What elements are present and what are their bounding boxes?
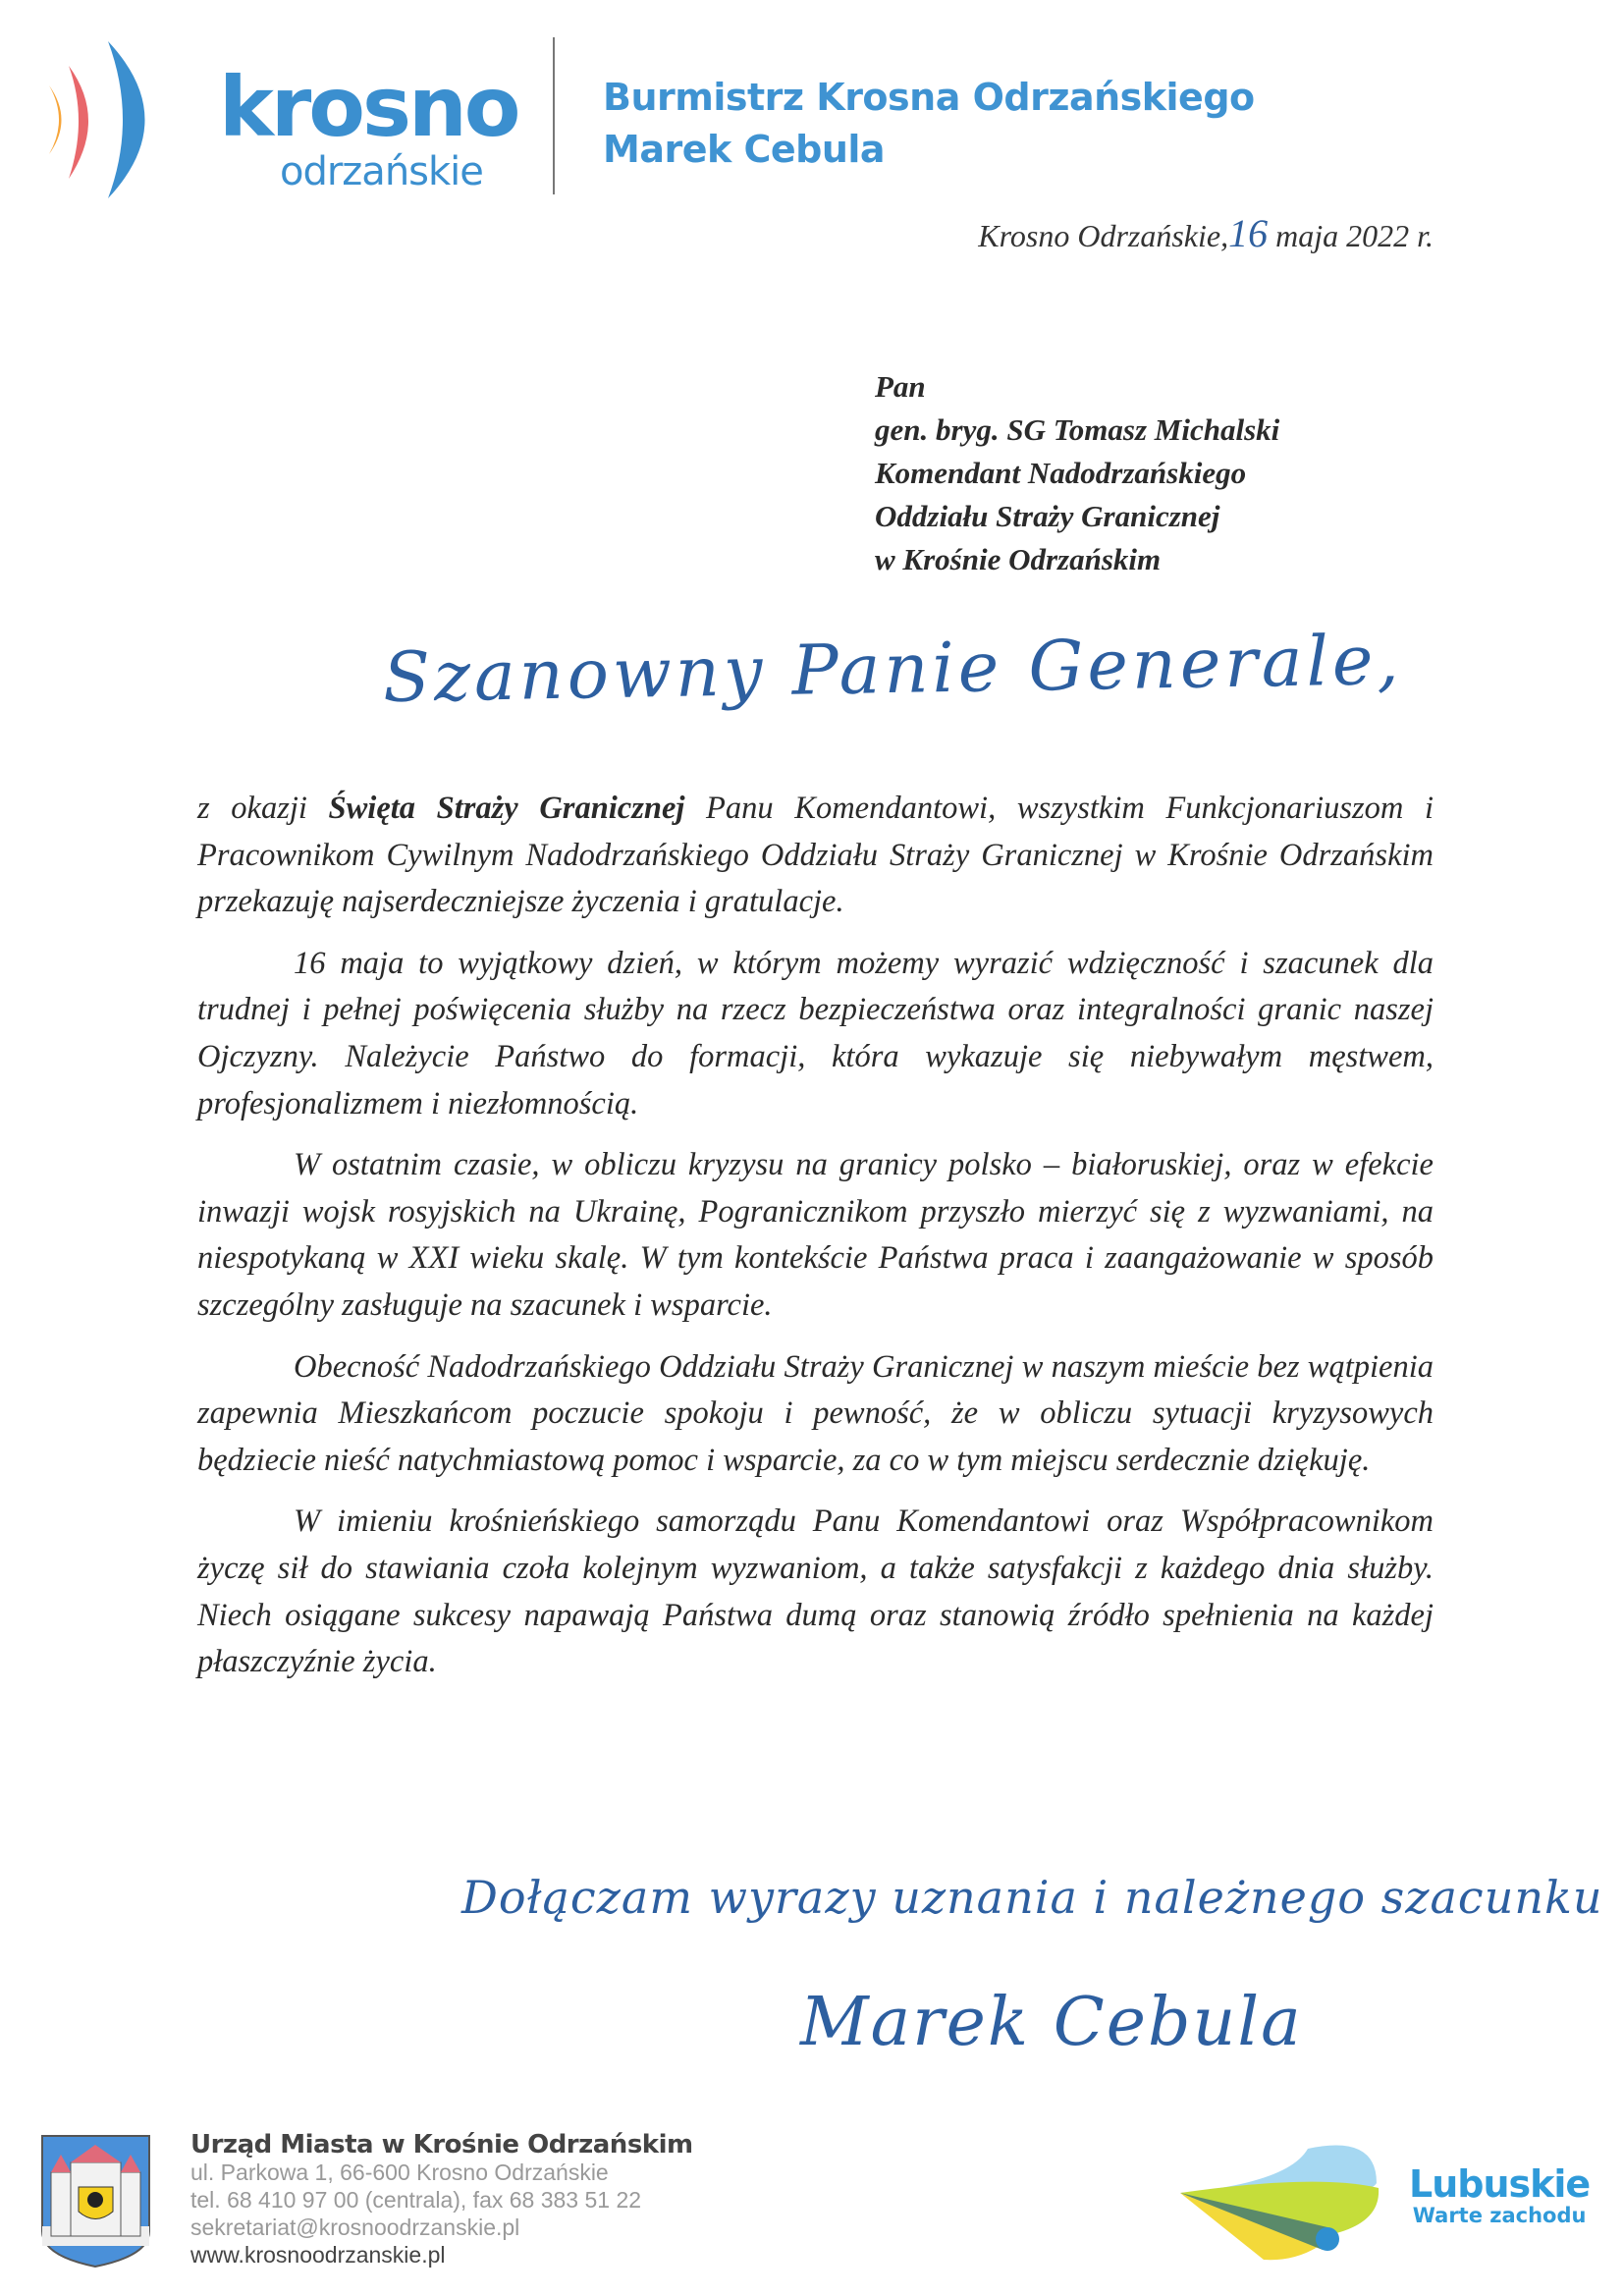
date-day: 16 xyxy=(1228,211,1269,255)
header-divider xyxy=(553,37,555,194)
recipient-line: w Krośnie Odrzańskim xyxy=(875,542,1162,576)
lubuskie-brand xyxy=(1409,2162,1591,2229)
text: Panu Komendantowi, wszystkim Funkcjonariuszom i Pracownikom Cywilnym Nadodrzańskiego Oddziału Straży Granicznej w Krośnie Odrzańskim przekazuję najserdeczniejsze życzenia i gratulacje. xyxy=(197,791,1434,920)
paragraph: W ostatnim czasie, w obliczu kryzysu na granicy polsko – białoruskiej, oraz w efekcie inwazji wojsk rosyjskich na Ukrainę, Pogranicznikom przyszło mierzyć się z wyzwaniami, na niespotykaną w XXI wieku skalę. W tym kontekście Państwa praca i zaangażowanie w sposób szczególny zasługuje na szacunek i wsparcie. xyxy=(197,1147,1434,1323)
chevron-logo-icon xyxy=(44,36,221,203)
letter-date xyxy=(978,210,1434,256)
recipient-block xyxy=(875,365,1279,581)
date-rest: maja 2022 r. xyxy=(1268,218,1434,253)
paragraph: W imieniu krośnieńskiego samorządu Panu Komendantowi oraz Współpracownikom życzę sił do stawiania czoła kolejnym wyzwaniom, a także satysfakcji z każdego dnia służby. Niech osiągane sukcesy napawają Państwa dumą oraz stanowią źródło spełnienia na każdej płaszczyźnie życia. xyxy=(197,1503,1434,1680)
footer-org: Urząd Miasta w Krośnie Odrzańskim xyxy=(190,2130,693,2159)
krosno-logo xyxy=(44,36,518,203)
paragraph: 16 maja to wyjątkowy dzień, w którym możemy wyrazić wdzięczność i szacunek dla trudnej i pełnej poświęcenia służby na rzecz bezpieczeństwa oraz integralności granic naszej Ojczyzny. Należycie Państwo do formacji, która wykazuje się niebywałym męstwem, profesjonalizmem i niezłomnością. xyxy=(197,945,1434,1121)
footer-phone: tel. 68 410 97 00 (centrala), fax 68 383 51 22 xyxy=(190,2187,642,2213)
lubuskie-logo-icon xyxy=(1170,2144,1386,2267)
header-name: Marek Cebula xyxy=(603,128,886,171)
coat-of-arms-icon xyxy=(39,2133,152,2269)
recipient-line: Pan xyxy=(875,369,926,404)
recipient-line: gen. bryg. SG Tomasz Michalski xyxy=(875,412,1280,447)
recipient-line: Oddziału Straży Granicznej xyxy=(875,499,1220,533)
logo-word-odrzanskie: odrzańskie xyxy=(280,149,483,194)
lubuskie-slogan: Warte zachodu xyxy=(1412,2204,1587,2227)
signature: Marek Cebula xyxy=(800,1984,1303,2061)
handwritten-salutation: Szanowny Panie Generale, xyxy=(382,619,1404,719)
recipient-line: Komendant Nadodrzańskiego xyxy=(875,456,1247,490)
footer-website[interactable]: www.krosnoodrzanskie.pl xyxy=(190,2242,446,2268)
lubuskie-name: Lubuskie xyxy=(1409,2162,1591,2206)
paragraph xyxy=(197,786,1434,926)
footer-address: ul. Parkowa 1, 66-600 Krosno Odrzańskie xyxy=(190,2159,609,2185)
date-place: Krosno Odrzańskie, xyxy=(978,218,1229,253)
header-title: Burmistrz Krosna Odrzańskiego xyxy=(603,76,1255,119)
footer-email[interactable]: sekretariat@krosnoodrzanskie.pl xyxy=(190,2214,520,2240)
logo-word-krosno: krosno xyxy=(219,59,518,155)
text: z okazji xyxy=(197,791,329,826)
footer-contact xyxy=(190,2131,693,2269)
handwritten-closing: Dołączam wyrazy uznania i należnego szacunku xyxy=(461,1871,1603,1924)
paragraph: Obecność Nadodrzańskiego Oddziału Straży Granicznej w naszym mieście bez wątpienia zapewnia Mieszkańcom poczucie spokoju i pewność, że w obliczu sytuacji kryzysowych będziecie nieść natychmiastową pomoc i wsparcie, za co w tym miejscu serdecznie dziękuję. xyxy=(197,1348,1434,1478)
holiday-name: Święta Straży Granicznej xyxy=(328,791,685,826)
letter-body xyxy=(197,786,1434,1701)
